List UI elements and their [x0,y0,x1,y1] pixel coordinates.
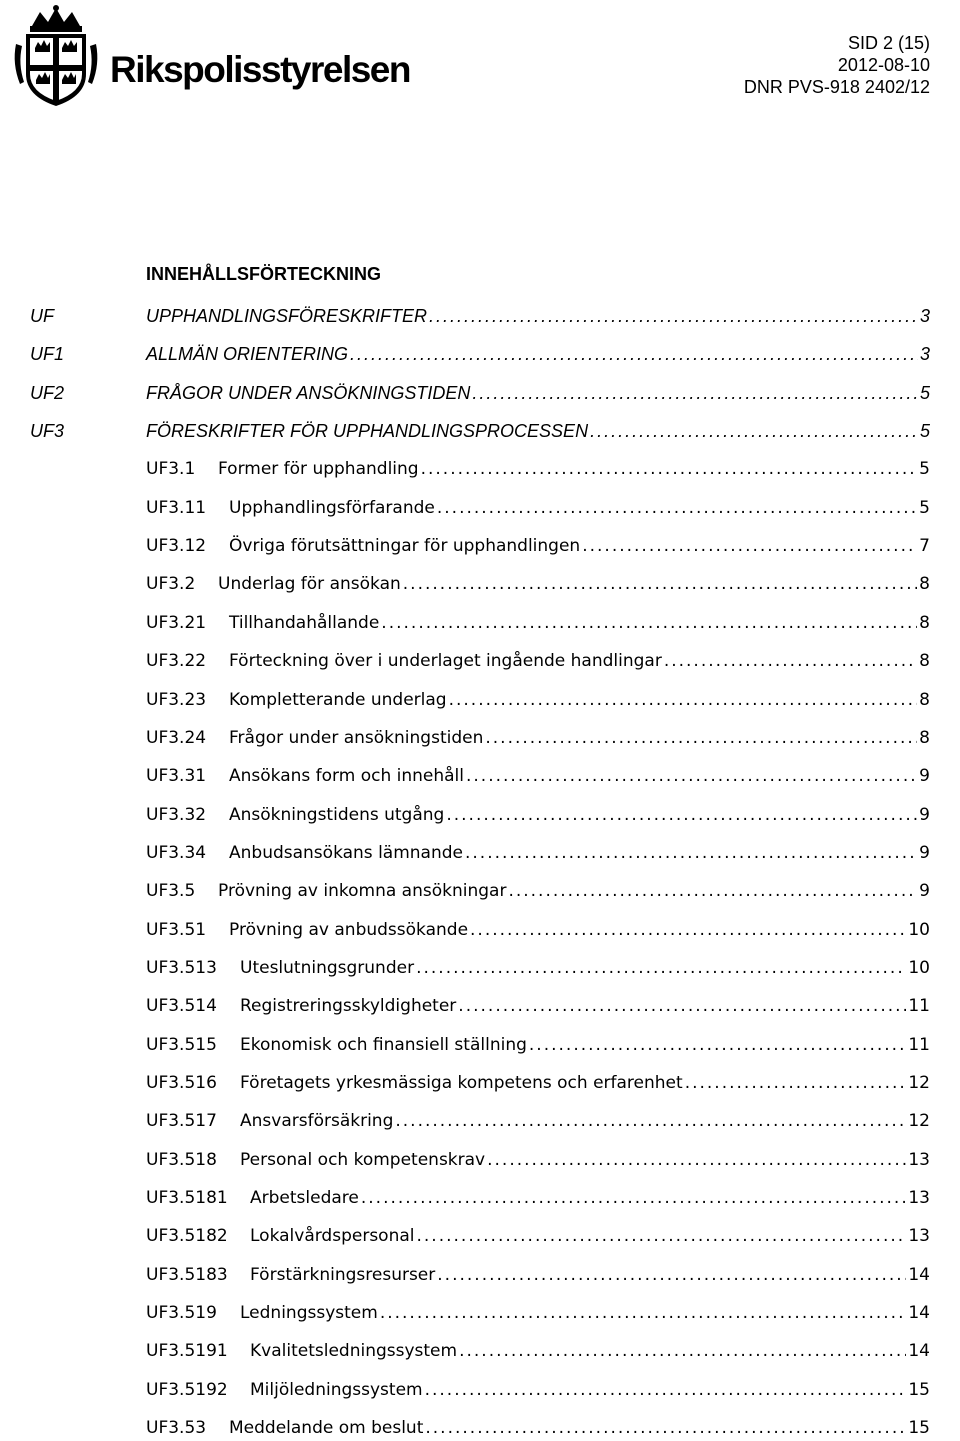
toc-dot-leader [437,1262,906,1288]
toc-entry-page: 14 [908,1341,930,1361]
toc-entry[interactable] [146,648,930,674]
toc-dot-leader [458,993,906,1019]
toc-dot-leader [403,571,917,597]
toc-entry-page: 5 [919,421,930,441]
toc-entry-page: 12 [908,1111,930,1131]
toc-dot-leader [361,1185,907,1211]
toc-entry-label: UPPHANDLINGSFÖRESKRIFTER [146,306,428,326]
toc-entry[interactable] [146,1262,930,1288]
toc-dot-leader [466,763,917,789]
toc-entry-number: UF3.51 [146,920,207,940]
toc-dot-leader [421,456,918,482]
toc-entry-page: 9 [919,805,930,825]
toc-dot-leader [425,1377,907,1403]
toc-entry-page: 13 [908,1188,930,1208]
toc-entry-number: UF1 [30,344,65,364]
toc-entry-label: Kompletterande underlag [229,690,447,710]
toc-entry-number: UF3.515 [146,1035,217,1055]
toc-entry[interactable] [146,917,930,943]
toc-dot-leader [472,380,918,406]
page-label: SID 2 (15) [847,33,930,53]
document-reference: DNR PVS-918 2402/12 [743,77,930,97]
toc-dot-leader [465,840,917,866]
toc-entry-page: 15 [908,1418,930,1438]
toc-entry-label: Miljöledningssystem [250,1380,423,1400]
toc-entry-label: Kvalitetsledningssystem [250,1341,458,1361]
toc-entry-page: 10 [908,920,930,940]
toc-entry[interactable] [146,1377,930,1403]
swedish-crest-icon [10,4,102,108]
toc-entry-label: FÖRESKRIFTER FÖR UPPHANDLINGSPROCESSEN [146,421,589,441]
toc-entry[interactable] [146,840,930,866]
toc-entry[interactable] [30,418,930,444]
toc-entry-number: UF3.1 [146,459,196,479]
toc-entry-label: Frågor under ansökningstiden [229,728,484,748]
toc-entry-page: 11 [908,1035,930,1055]
toc-entry[interactable] [146,1070,930,1096]
toc-entry-page: 12 [908,1073,930,1093]
toc-entry-number: UF2 [30,383,65,403]
toc-dot-leader [590,418,918,444]
toc-entry-number: UF3 [30,421,65,441]
toc-entry-label: Upphandlingsförfarande [229,498,435,518]
toc-entry-number: UF3.517 [146,1111,217,1131]
toc-entry-label: Prövning av anbudssökande [229,920,469,940]
toc-entry[interactable] [30,341,930,367]
document-date: 2012-08-10 [837,55,930,75]
toc-entry-label: Förstärkningsresurser [250,1265,436,1285]
toc-entry-page: 5 [919,498,930,518]
toc-entry-number: UF3.2 [146,574,196,594]
toc-dot-leader [381,610,917,636]
toc-entry[interactable] [146,687,930,713]
toc-entry-label: Prövning av inkomna ansökningar [218,881,507,901]
toc-entry-page: 8 [919,728,930,748]
toc-entry[interactable] [146,610,930,636]
toc-entry-page: 9 [919,843,930,863]
toc-entry[interactable] [146,993,930,1019]
toc-entry[interactable] [146,1223,930,1249]
toc-entry-number: UF3.34 [146,843,207,863]
toc-entry-label: ALLMÄN ORIENTERING [146,344,349,364]
toc-entry-page: 13 [908,1226,930,1246]
toc-entry-label: Arbetsledare [250,1188,359,1208]
header-logo [6,4,426,108]
toc-entry-number: UF3.5191 [146,1341,228,1361]
toc-entry-label: Ansvarsförsäkring [240,1111,394,1131]
toc-entry[interactable] [146,456,930,482]
toc-dot-leader [685,1070,907,1096]
toc-entry-number: UF3.53 [146,1418,207,1438]
toc-dot-leader [416,955,906,981]
toc-dot-leader [425,1415,906,1441]
toc-dot-leader [429,303,918,329]
toc-entry[interactable] [146,763,930,789]
toc-entry-page: 10 [908,958,930,978]
toc-entry-page: 9 [919,881,930,901]
toc-entry-number: UF [30,306,54,326]
toc-entry-page: 8 [919,651,930,671]
toc-entry-page: 3 [919,344,930,364]
toc-entry-page: 3 [919,306,930,326]
toc-entry-number: UF3.516 [146,1073,217,1093]
toc-dot-leader [446,802,917,828]
toc-entry-label: Ansökans form och innehåll [229,766,464,786]
toc-dot-leader [529,1032,906,1058]
toc-entry-page: 14 [908,1265,930,1285]
toc-dot-leader [487,1147,906,1173]
toc-entry-label: Former för upphandling [218,459,419,479]
toc-entry-page: 8 [919,574,930,594]
toc-entry-label: Tillhandahållande [229,613,380,633]
toc-entry-page: 5 [919,383,930,403]
toc-entry-number: UF3.5183 [146,1265,228,1285]
toc-entry-number: UF3.12 [146,536,207,556]
toc-entry[interactable] [146,1338,930,1364]
toc-dot-leader [459,1338,906,1364]
toc-entry-label: Företagets yrkesmässiga kompetens och erfarenhet [240,1073,683,1093]
toc-entry[interactable] [146,1032,930,1058]
toc-entry-number: UF3.5192 [146,1380,228,1400]
toc-entry-page: 8 [919,613,930,633]
toc-entry-label: Förteckning över i underlaget ingående handlingar [229,651,662,671]
toc-entry-label: FRÅGOR UNDER ANSÖKNINGSTIDEN [146,383,471,403]
toc-entry-label: Ansökningstidens utgång [229,805,445,825]
toc-entry-label: Uteslutningsgrunder [240,958,415,978]
toc-entry[interactable] [146,1147,930,1173]
toc-entry-page: 14 [908,1303,930,1323]
toc-entry[interactable] [30,380,930,406]
toc-entry-number: UF3.518 [146,1150,217,1170]
toc-entry[interactable] [146,802,930,828]
toc-dot-leader [470,917,906,943]
toc-dot-leader [449,687,918,713]
toc-title: INNEHÅLLSFÖRTECKNING [146,264,381,284]
toc-entry-label: Lokalvårdspersonal [250,1226,415,1246]
toc-entry[interactable] [146,1185,930,1211]
toc-entry-label: Anbudsansökans lämnande [229,843,463,863]
toc-entry-number: UF3.513 [146,958,217,978]
toc-dot-leader [417,1223,907,1249]
toc-entry-label: Underlag för ansökan [218,574,401,594]
toc-entry-number: UF3.514 [146,996,217,1016]
toc-entry[interactable] [146,1300,930,1326]
toc-entry-number: UF3.519 [146,1303,217,1323]
toc-entry-number: UF3.32 [146,805,207,825]
toc-dot-leader [664,648,917,674]
toc-entry-number: UF3.23 [146,690,207,710]
toc-entry[interactable] [146,1108,930,1134]
toc-entry-label: Ledningssystem [240,1303,378,1323]
toc-entry-page: 13 [908,1150,930,1170]
toc-entry-number: UF3.5 [146,881,196,901]
toc-entry[interactable] [146,725,930,751]
toc-entry[interactable] [146,571,930,597]
toc-dot-leader [508,878,917,904]
toc-entry-label: Registreringsskyldigheter [240,996,457,1016]
toc-entry-page: 8 [919,690,930,710]
toc-entry-page: 7 [919,536,930,556]
toc-dot-leader [395,1108,906,1134]
toc-entry-page: 5 [919,459,930,479]
organization-name: Rikspolisstyrelsen [110,49,410,90]
toc-entry[interactable] [146,955,930,981]
toc-dot-leader [380,1300,907,1326]
toc-dot-leader [582,533,917,559]
toc-dot-leader [485,725,917,751]
toc-entry-label: Meddelande om beslut [229,1418,424,1438]
toc-entry-number: UF3.11 [146,498,207,518]
toc-entry-page: 15 [908,1380,930,1400]
toc-entry[interactable] [30,303,930,329]
toc-entry-label: Personal och kompetenskrav [240,1150,486,1170]
toc-entry-number: UF3.22 [146,651,207,671]
toc-entry[interactable] [146,1415,930,1441]
toc-entry-number: UF3.21 [146,613,207,633]
toc-entry-number: UF3.5182 [146,1226,228,1246]
toc-entry-number: UF3.31 [146,766,207,786]
document-meta [744,32,930,98]
toc-entry[interactable] [146,495,930,521]
toc-entry-number: UF3.24 [146,728,207,748]
toc-dot-leader [437,495,917,521]
toc-entry[interactable] [146,533,930,559]
toc-entry-page: 11 [908,996,930,1016]
toc-entry-label: Övriga förutsättningar för upphandlingen [229,536,581,556]
toc-entry-page: 9 [919,766,930,786]
toc-entry[interactable] [146,878,930,904]
toc-entry-number: UF3.5181 [146,1188,228,1208]
toc-entry-label: Ekonomisk och finansiell ställning [240,1035,527,1055]
toc-dot-leader [350,341,918,367]
